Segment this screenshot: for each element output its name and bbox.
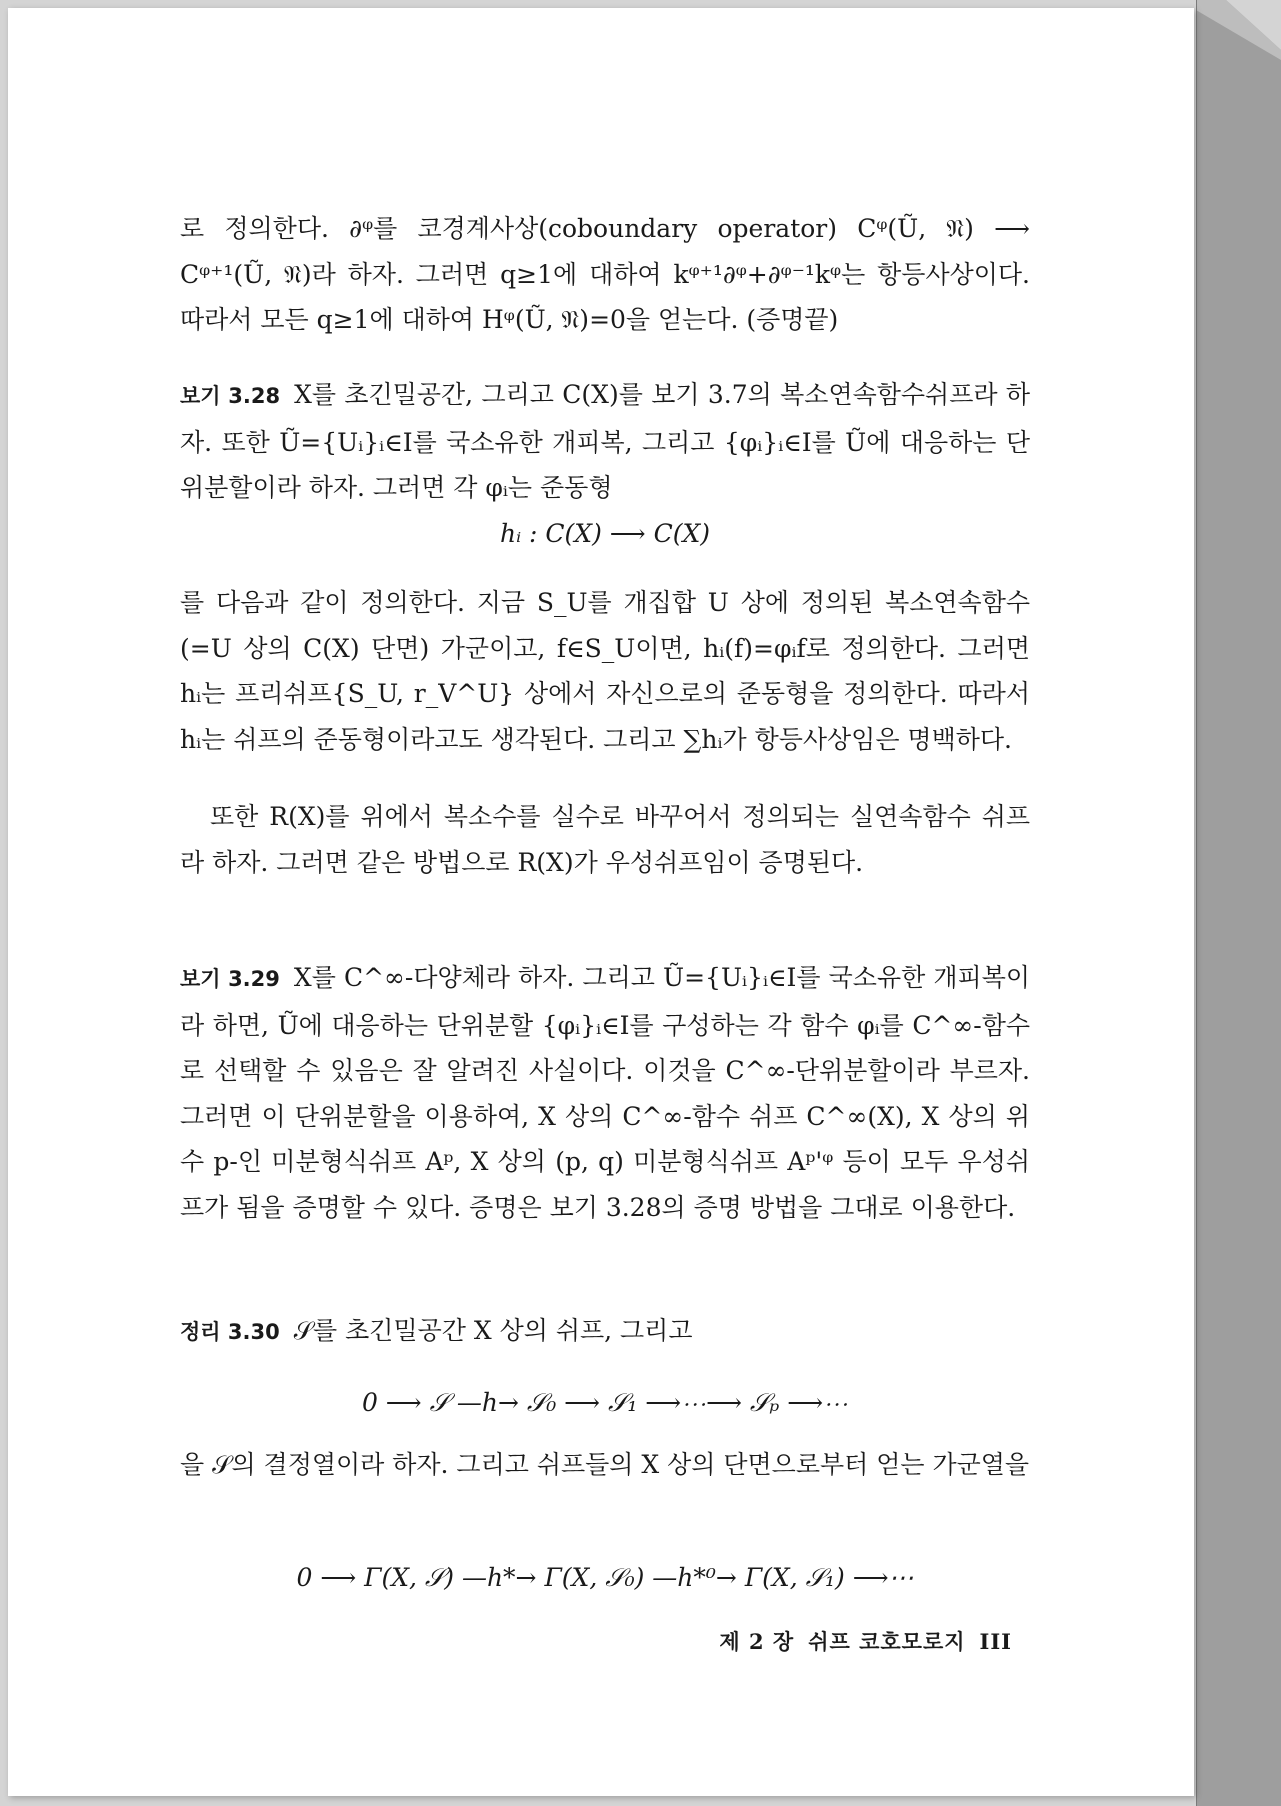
page-footer — [180, 1626, 1012, 1656]
paragraph-section-sequence: 을 𝒮의 결정열이라 하자. 그리고 쉬프들의 X 상의 단면으로부터 얻는 가군열을 — [180, 1450, 1030, 1479]
paragraph-real-functions: 또한 R(X)를 위에서 복소수를 실수로 바꾸어서 정의되는 실연속함수 쉬프라 하자. 그러면 같은 방법으로 R(X)가 우성쉬프임이 증명된다. — [180, 802, 1030, 877]
theorem-3-30-heading: 정리 3.30 — [180, 1320, 280, 1344]
example-3-29 — [180, 955, 1030, 1230]
example-3-29-text: X를 C^∞-다양체라 하자. 그리고 Ũ={Uᵢ}ᵢ∈I를 국소유한 개피복이라 하면, Ũ에 대응하는 단위분할 {φᵢ}ᵢ∈I를 구성하는 각 함수 φᵢ를 C^∞-함수로 선택할 수 있음은 잘 알려진 사실이다. 이것을 C^∞-단위분할이라 부르자. 그러면 이 단위분할을 이용하여, X 상의 C^∞-함수 쉬프 C^∞(X), X 상의 위수 p-인 미분형식쉬프 Aᵖ, X 상의 (p, q) 미분형식쉬프 Aᵖ'ᵠ 등이 모두 우성쉬프가 됨을 증명할 수 있다. 증명은 보기 3.28의 증명 방법을 그대로 이용한다. — [180, 963, 1030, 1222]
paragraph-definition: 를 다음과 같이 정의한다. 지금 S_U를 개집합 U 상에 정의된 복소연속함수(=U 상의 C(X) 단면) 가군이고, f∈S_U이면, hᵢ(f)=φᵢf로 정의한다. 그러면 hᵢ는 프리쉬프{S_U, r_V^U} 상에서 자신으로의 준동형을 정의한다. 따라서 hᵢ는 쉬프의 준동형이라고도 생각된다. 그리고 ∑hᵢ가 항등사상임은 명백하다. — [180, 588, 1030, 754]
example-3-29-heading: 보기 3.29 — [180, 967, 280, 991]
theorem-3-30 — [180, 1308, 1030, 1356]
paragraph-proof-end: 로 정의한다. ∂ᵠ를 코경계사상(coboundary operator) Cᵠ(Ũ, 𝔑) ⟶ Cᵠ⁺¹(Ũ, 𝔑)라 하자. 그러면 q≥1에 대하여 kᵠ⁺¹∂ᵠ+∂ᵠ⁻¹kᵠ는 항등사상이다. 따라서 모든 q≥1에 대하여 Hᵠ(Ũ, 𝔑)=0을 얻는다. (증명끝) — [180, 214, 1030, 334]
example-3-28 — [180, 372, 1030, 511]
example-3-28-heading: 보기 3.28 — [180, 384, 281, 408]
footer-title: 쉬프 코호모로지 — [808, 1629, 966, 1654]
example-3-28-text: X를 초긴밀공간, 그리고 C(X)를 보기 3.7의 복소연속함수쉬프라 하자. 또한 Ũ={Uᵢ}ᵢ∈I를 국소유한 개피복, 그리고 {φᵢ}ᵢ∈I를 Ũ에 대응하는 단위분할이라 하자. 그러면 각 φᵢ는 준동형 — [180, 380, 1030, 502]
equation-gamma-sequence: 0 ⟶ Γ(X, 𝒮) —h*→ Γ(X, 𝒮₀) —h*⁰→ Γ(X, 𝒮₁) ⟶⋯ — [296, 1563, 914, 1592]
page-number: III — [979, 1629, 1012, 1654]
equation-resolution: 0 ⟶ 𝒮 —h→ 𝒮₀ ⟶ 𝒮₁ ⟶⋯⟶ 𝒮ₚ ⟶⋯ — [361, 1388, 849, 1417]
footer-chapter: 제 2 장 — [719, 1629, 795, 1654]
book-spine — [1196, 0, 1281, 1806]
book-page — [8, 8, 1194, 1796]
theorem-3-30-text: 𝒮를 초긴밀공간 X 상의 쉬프, 그리고 — [293, 1316, 693, 1345]
equation-hi: hᵢ : C(X) ⟶ C(X) — [499, 519, 711, 548]
